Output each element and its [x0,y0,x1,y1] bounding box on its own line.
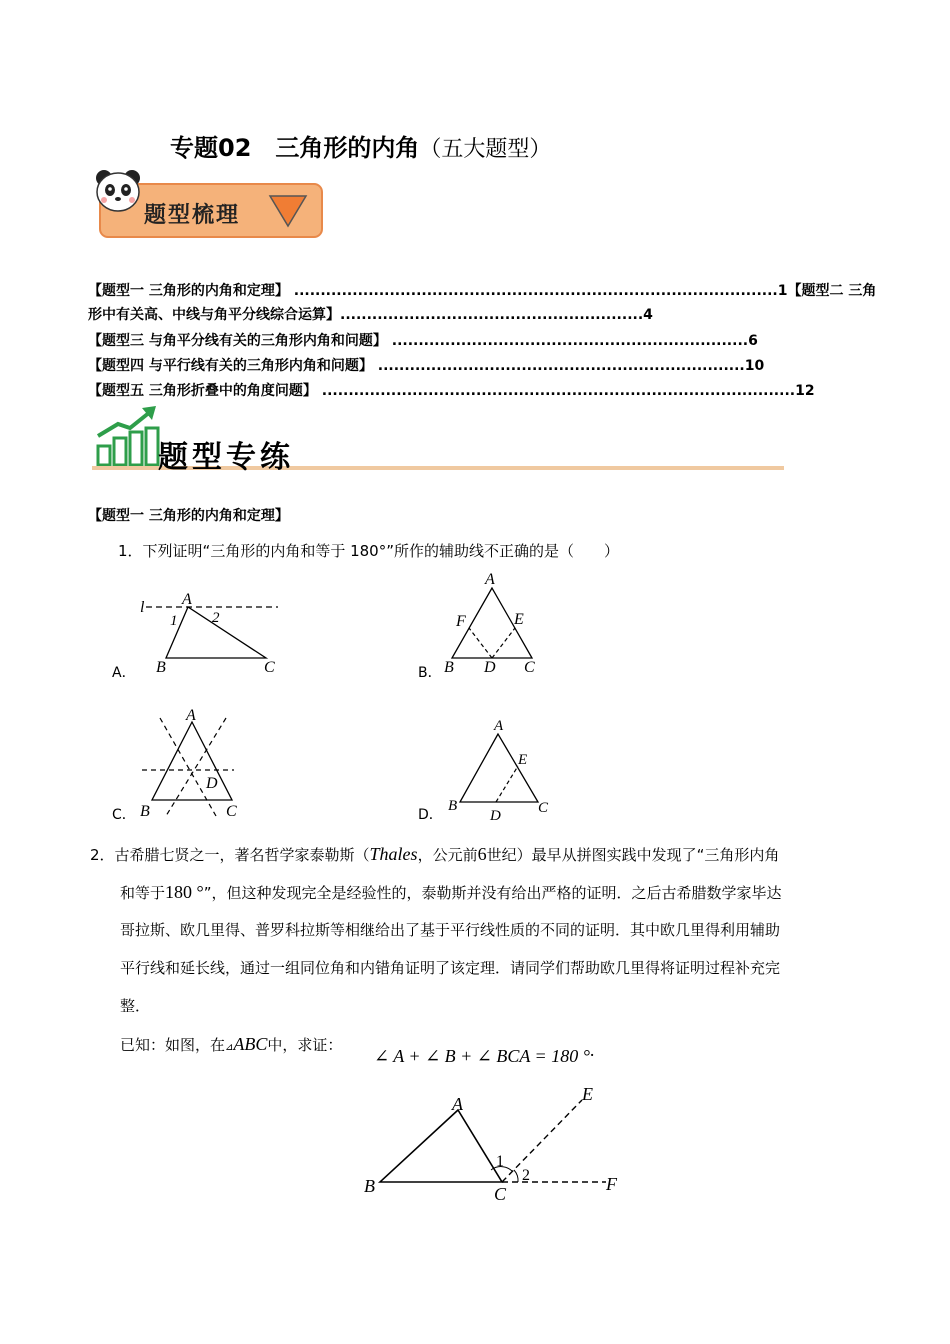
toc-line-1[interactable]: 【题型一 三角形的内角和定理】 ...........................................................................................1【题型二 三角 [88,283,877,299]
fig-b-label-e: E [514,611,524,628]
fig2-label-b: B [364,1176,375,1196]
fig2-label-a: A [452,1094,463,1114]
fig2-label-c: C [494,1184,507,1204]
question-2-line-2: 和等于180 °”，但这种发现完全是经验性的，泰勒斯并没有给出严格的证明．之后古希腊数学家毕达 [120,882,782,902]
option-b-label[interactable]: B． [418,665,442,681]
fig-a-label-l: l [140,599,145,616]
fig-a-label-a: A [182,591,192,608]
fig-b-label-b: B [444,659,454,676]
fig-c-label-a: A [186,707,196,724]
banner-topic-overview [92,168,327,243]
fig-a-label-c: C [264,659,275,676]
figure-option-c [136,704,256,822]
panda-icon [96,170,140,211]
figure-option-a [136,588,286,678]
fig2-label-e: E [582,1084,593,1104]
figure-option-b [440,568,550,678]
fig-b-label-f: F [456,613,466,630]
option-c-label[interactable]: C． [112,807,136,823]
toc-line-2[interactable]: 形中有关高、中线与角平分线综合运算】.........................................................4 [88,307,653,323]
question-1-text: 1．下列证明“三角形的内角和等于 180°”所作的辅助线不正确的是（ ） [118,542,619,560]
fig-d-label-c: C [538,800,549,816]
fig-d-label-d: D [490,808,501,824]
banner-topic-overview-label: 题型梳理 [144,202,241,228]
fig-b-label-c: C [524,659,535,676]
fig2-label-1: 1 [496,1153,504,1170]
fig2-label-2: 2 [522,1167,530,1184]
fig-b-label-a: A [485,571,495,588]
fig-d-label-e: E [518,752,528,768]
fig-c-label-b: B [140,803,150,820]
fig-b-label-d: D [484,659,496,676]
question-2-line-3: 哥拉斯、欧几里得、普罗科拉斯等相继给出了基于平行线性质的不同的证明．其中欧几里得利用辅助 [120,921,781,939]
fig-d-label-a: A [494,718,504,734]
fig-d-label-b: B [448,798,458,814]
toc-line-4[interactable]: 【题型四 与平行线有关的三角形内角和问题】 .....................................................................10 [88,358,765,374]
option-d-label[interactable]: D． [418,807,443,823]
figure-option-d [444,714,554,824]
question-2-proof-statement: ∠ A + ∠ B + ∠ BCA = 180 °. [374,1040,595,1066]
question-2-given: 已知：如图，在⊿ABC中，求证： [120,1034,343,1054]
question-2-line-1: 2．古希腊七贤之一，著名哲学家泰勒斯（Thales，公元前6世纪）最早从拼图实践中发现了“三角形内角 [90,844,780,864]
banner-practice-label: 题型专练 [158,440,294,475]
page-title: 专题02 三角形的内角（五大题型） [170,134,552,162]
fig-c-label-c: C [226,803,237,820]
question-2-line-4: 平行线和延长线，通过一组同位角和内错角证明了该定理．请同学们帮助欧几里得将证明过程补充完 [120,959,781,977]
figure-question-2 [360,1080,630,1210]
banner-practice [92,402,792,477]
fig-a-label-1: 1 [170,613,178,629]
question-2-line-5: 整． [120,997,151,1015]
option-a-label[interactable]: A． [112,665,136,681]
fig-a-label-2: 2 [212,610,220,626]
fig-a-label-b: B [156,659,166,676]
toc-line-3[interactable]: 【题型三 与角平分线有关的三角形内角和问题】 ...................................................................6 [88,333,758,349]
bar-chart-growth-icon [98,406,158,465]
toc-line-5[interactable]: 【题型五 三角形折叠中的角度问题】 .........................................................................................12 [88,383,815,399]
fig-c-label-d: D [206,775,218,792]
section-heading-1: 【题型一 三角形的内角和定理】 [88,508,289,524]
fig2-label-f: F [606,1174,617,1194]
